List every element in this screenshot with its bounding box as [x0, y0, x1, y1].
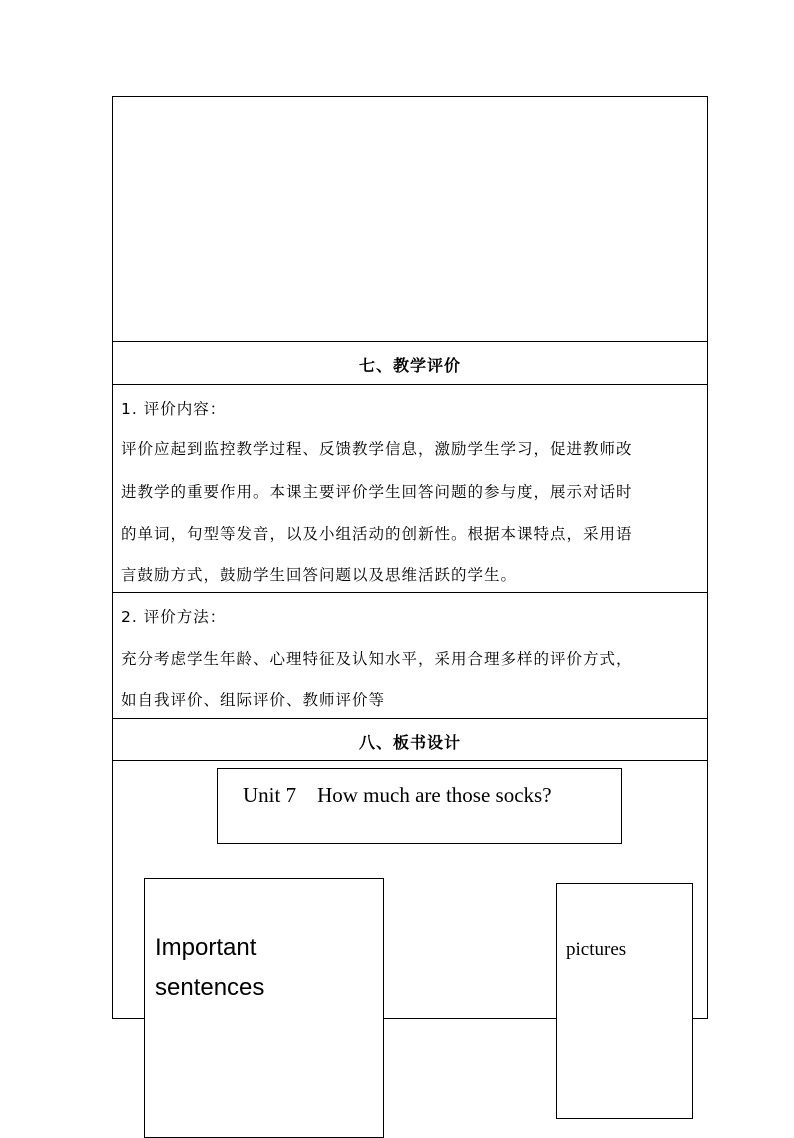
table-divider [112, 384, 708, 385]
important-sentences-box [144, 878, 384, 1138]
evaluation-method-line: 如自我评价、组际评价、教师评价等 [121, 691, 386, 709]
table-divider [112, 760, 708, 761]
table-divider [112, 718, 708, 719]
important-sentences-label: Important [155, 934, 257, 961]
section-heading-evaluation: 七、教学评价 [358, 356, 461, 375]
board-title-box [217, 768, 622, 844]
evaluation-content-line: 评价应起到监控教学过程、反馈教学信息，激励学生学习，促进教师改 [121, 440, 633, 458]
board-title-text: Unit 7 How much are those socks? [243, 783, 552, 807]
section-heading-board-design: 八、板书设计 [358, 733, 461, 752]
table-divider [112, 341, 708, 342]
pictures-box [556, 883, 693, 1119]
evaluation-content-line: 言鼓励方式，鼓励学生回答问题以及思维活跃的学生。 [121, 566, 518, 584]
evaluation-method-title: 2. 评价方法： [121, 608, 227, 626]
evaluation-content-title: 1. 评价内容： [121, 400, 227, 418]
pictures-label: pictures [566, 939, 627, 960]
table-divider [112, 592, 708, 593]
evaluation-method-line: 充分考虑学生年龄、心理特征及认知水平，采用合理多样的评价方式， [121, 650, 633, 668]
evaluation-content-line: 的单词，句型等发音，以及小组活动的创新性。根据本课特点，采用语 [121, 525, 633, 543]
important-sentences-label: sentences [155, 974, 265, 1001]
evaluation-content-line: 进教学的重要作用。本课主要评价学生回答问题的参与度，展示对话时 [121, 483, 633, 501]
